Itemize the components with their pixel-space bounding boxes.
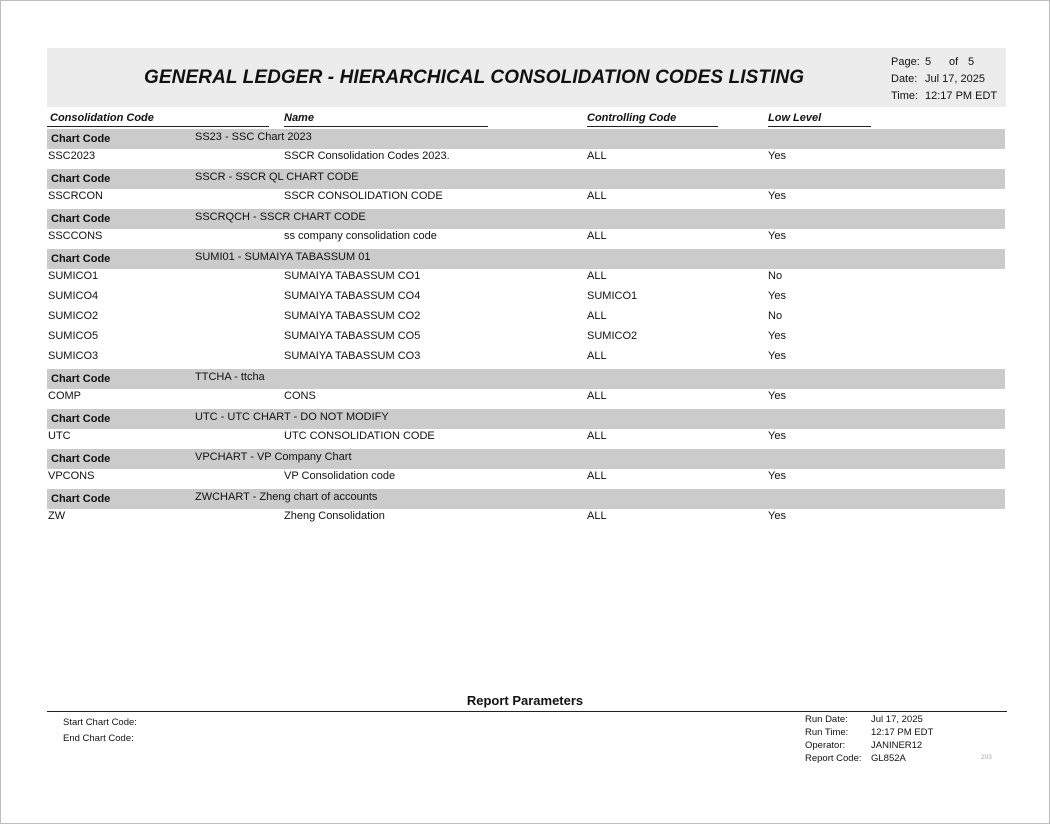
chart-code-group-header [47,169,1005,189]
chart-code-label: Chart Code [51,253,111,265]
controlling-code-cell: ALL [587,150,607,162]
chart-code-label: Chart Code [51,213,111,225]
low-level-cell: Yes [768,470,786,482]
chart-code-group-header [47,369,1005,389]
controlling-code-cell: ALL [587,190,607,202]
low-level-cell: Yes [768,150,786,162]
low-level-cell: No [768,270,783,282]
consolidation-code-cell: COMP [48,390,81,402]
column-header-low-level: Low Level [768,112,871,127]
name-cell: SSCR Consolidation Codes 2023. [284,150,450,162]
chart-code-value: SSCRQCH - SSCR CHART CODE [195,211,366,223]
date-value: Jul 17, 2025 [925,73,985,85]
consolidation-code-cell: SUMICO2 [48,310,99,322]
consolidation-code-cell: SUMICO4 [48,290,99,302]
footer-number: 203 [981,754,992,761]
chart-code-label: Chart Code [51,373,111,385]
low-level-cell: Yes [768,390,786,402]
chart-code-value: VPCHART - VP Company Chart [195,451,352,463]
name-cell: SUMAIYA TABASSUM CO3 [284,350,421,362]
low-level-cell: Yes [768,430,786,442]
parameters-divider [47,711,1007,712]
report-code-label: Report Code: [805,753,862,764]
time-value: 12:17 PM EDT [925,90,998,102]
low-level-cell: Yes [768,510,786,522]
consolidation-code-cell: VPCONS [48,470,95,482]
low-level-cell: No [768,310,783,322]
controlling-code-cell: ALL [587,510,607,522]
column-header-name: Name [284,112,488,127]
name-cell: VP Consolidation code [284,470,396,482]
chart-code-group-header [47,449,1005,469]
run-time-label: Run Time: [805,727,849,738]
name-cell: SUMAIYA TABASSUM CO1 [284,270,421,282]
chart-code-value: SS23 - SSC Chart 2023 [195,131,312,143]
report-title: GENERAL LEDGER - HIERARCHICAL CONSOLIDATION CODES LISTING [144,67,805,88]
low-level-cell: Yes [768,350,786,362]
chart-code-group-header [47,409,1005,429]
of-label: of [949,56,959,68]
name-cell: UTC CONSOLIDATION CODE [284,430,435,442]
column-header-consolidation-code: Consolidation Code [47,112,269,127]
report-parameters-title: Report Parameters [466,693,584,708]
controlling-code-cell: ALL [587,430,607,442]
time-label: Time: [891,90,919,102]
chart-code-value: SUMI01 - SUMAIYA TABASSUM 01 [195,251,371,263]
controlling-code-cell: ALL [587,310,607,322]
page-number: 5 [925,56,932,68]
run-time-value: 12:17 PM EDT [871,727,934,738]
controlling-code-cell: SUMICO2 [587,330,638,342]
consolidation-code-cell: SUMICO5 [48,330,99,342]
low-level-cell: Yes [768,230,786,242]
start-chart-code-label: Start Chart Code: [63,717,137,728]
column-header-controlling-code: Controlling Code [587,112,718,127]
chart-code-value: UTC - UTC CHART - DO NOT MODIFY [195,411,389,423]
chart-code-group-header [47,489,1005,509]
end-chart-code-label: End Chart Code: [63,733,134,744]
page-label: Page: [891,56,920,68]
chart-code-value: SSCR - SSCR QL CHART CODE [195,171,359,183]
controlling-code-cell: ALL [587,390,607,402]
name-cell: SSCR CONSOLIDATION CODE [284,190,443,202]
run-date-label: Run Date: [805,714,848,725]
chart-code-group-header [47,249,1005,269]
controlling-code-cell: ALL [587,270,607,282]
controlling-code-cell: ALL [587,470,607,482]
run-date-value: Jul 17, 2025 [871,714,923,725]
consolidation-code-cell: SSCRCON [48,190,104,202]
name-cell: SUMAIYA TABASSUM CO2 [284,310,421,322]
chart-code-label: Chart Code [51,453,111,465]
low-level-cell: Yes [768,190,786,202]
low-level-cell: Yes [768,290,786,302]
date-label: Date: [891,73,918,85]
chart-code-group-header [47,129,1005,149]
page-total: 5 [968,56,975,68]
name-cell: SUMAIYA TABASSUM CO5 [284,330,421,342]
consolidation-code-cell: SUMICO3 [48,350,99,362]
chart-code-value: ZWCHART - Zheng chart of accounts [195,491,378,503]
consolidation-code-cell: ZW [48,510,66,522]
operator-label: Operator: [805,740,846,751]
name-cell: ss company consolidation code [284,230,437,242]
name-cell: SUMAIYA TABASSUM CO4 [284,290,421,302]
chart-code-label: Chart Code [51,413,111,425]
chart-code-label: Chart Code [51,173,111,185]
chart-code-label: Chart Code [51,133,111,145]
controlling-code-cell: ALL [587,230,607,242]
consolidation-code-cell: SUMICO1 [48,270,99,282]
chart-code-value: TTCHA - ttcha [195,371,265,383]
report-code-value: GL852A [871,753,906,764]
chart-code-group-header [47,209,1005,229]
consolidation-code-cell: SSCCONS [48,230,103,242]
consolidation-code-cell: SSC2023 [48,150,96,162]
chart-code-label: Chart Code [51,493,111,505]
operator-value: JANINER12 [871,740,923,751]
consolidation-code-cell: UTC [48,430,71,442]
name-cell: Zheng Consolidation [284,510,385,522]
name-cell: CONS [284,390,316,402]
controlling-code-cell: SUMICO1 [587,290,638,302]
controlling-code-cell: ALL [587,350,607,362]
low-level-cell: Yes [768,330,786,342]
